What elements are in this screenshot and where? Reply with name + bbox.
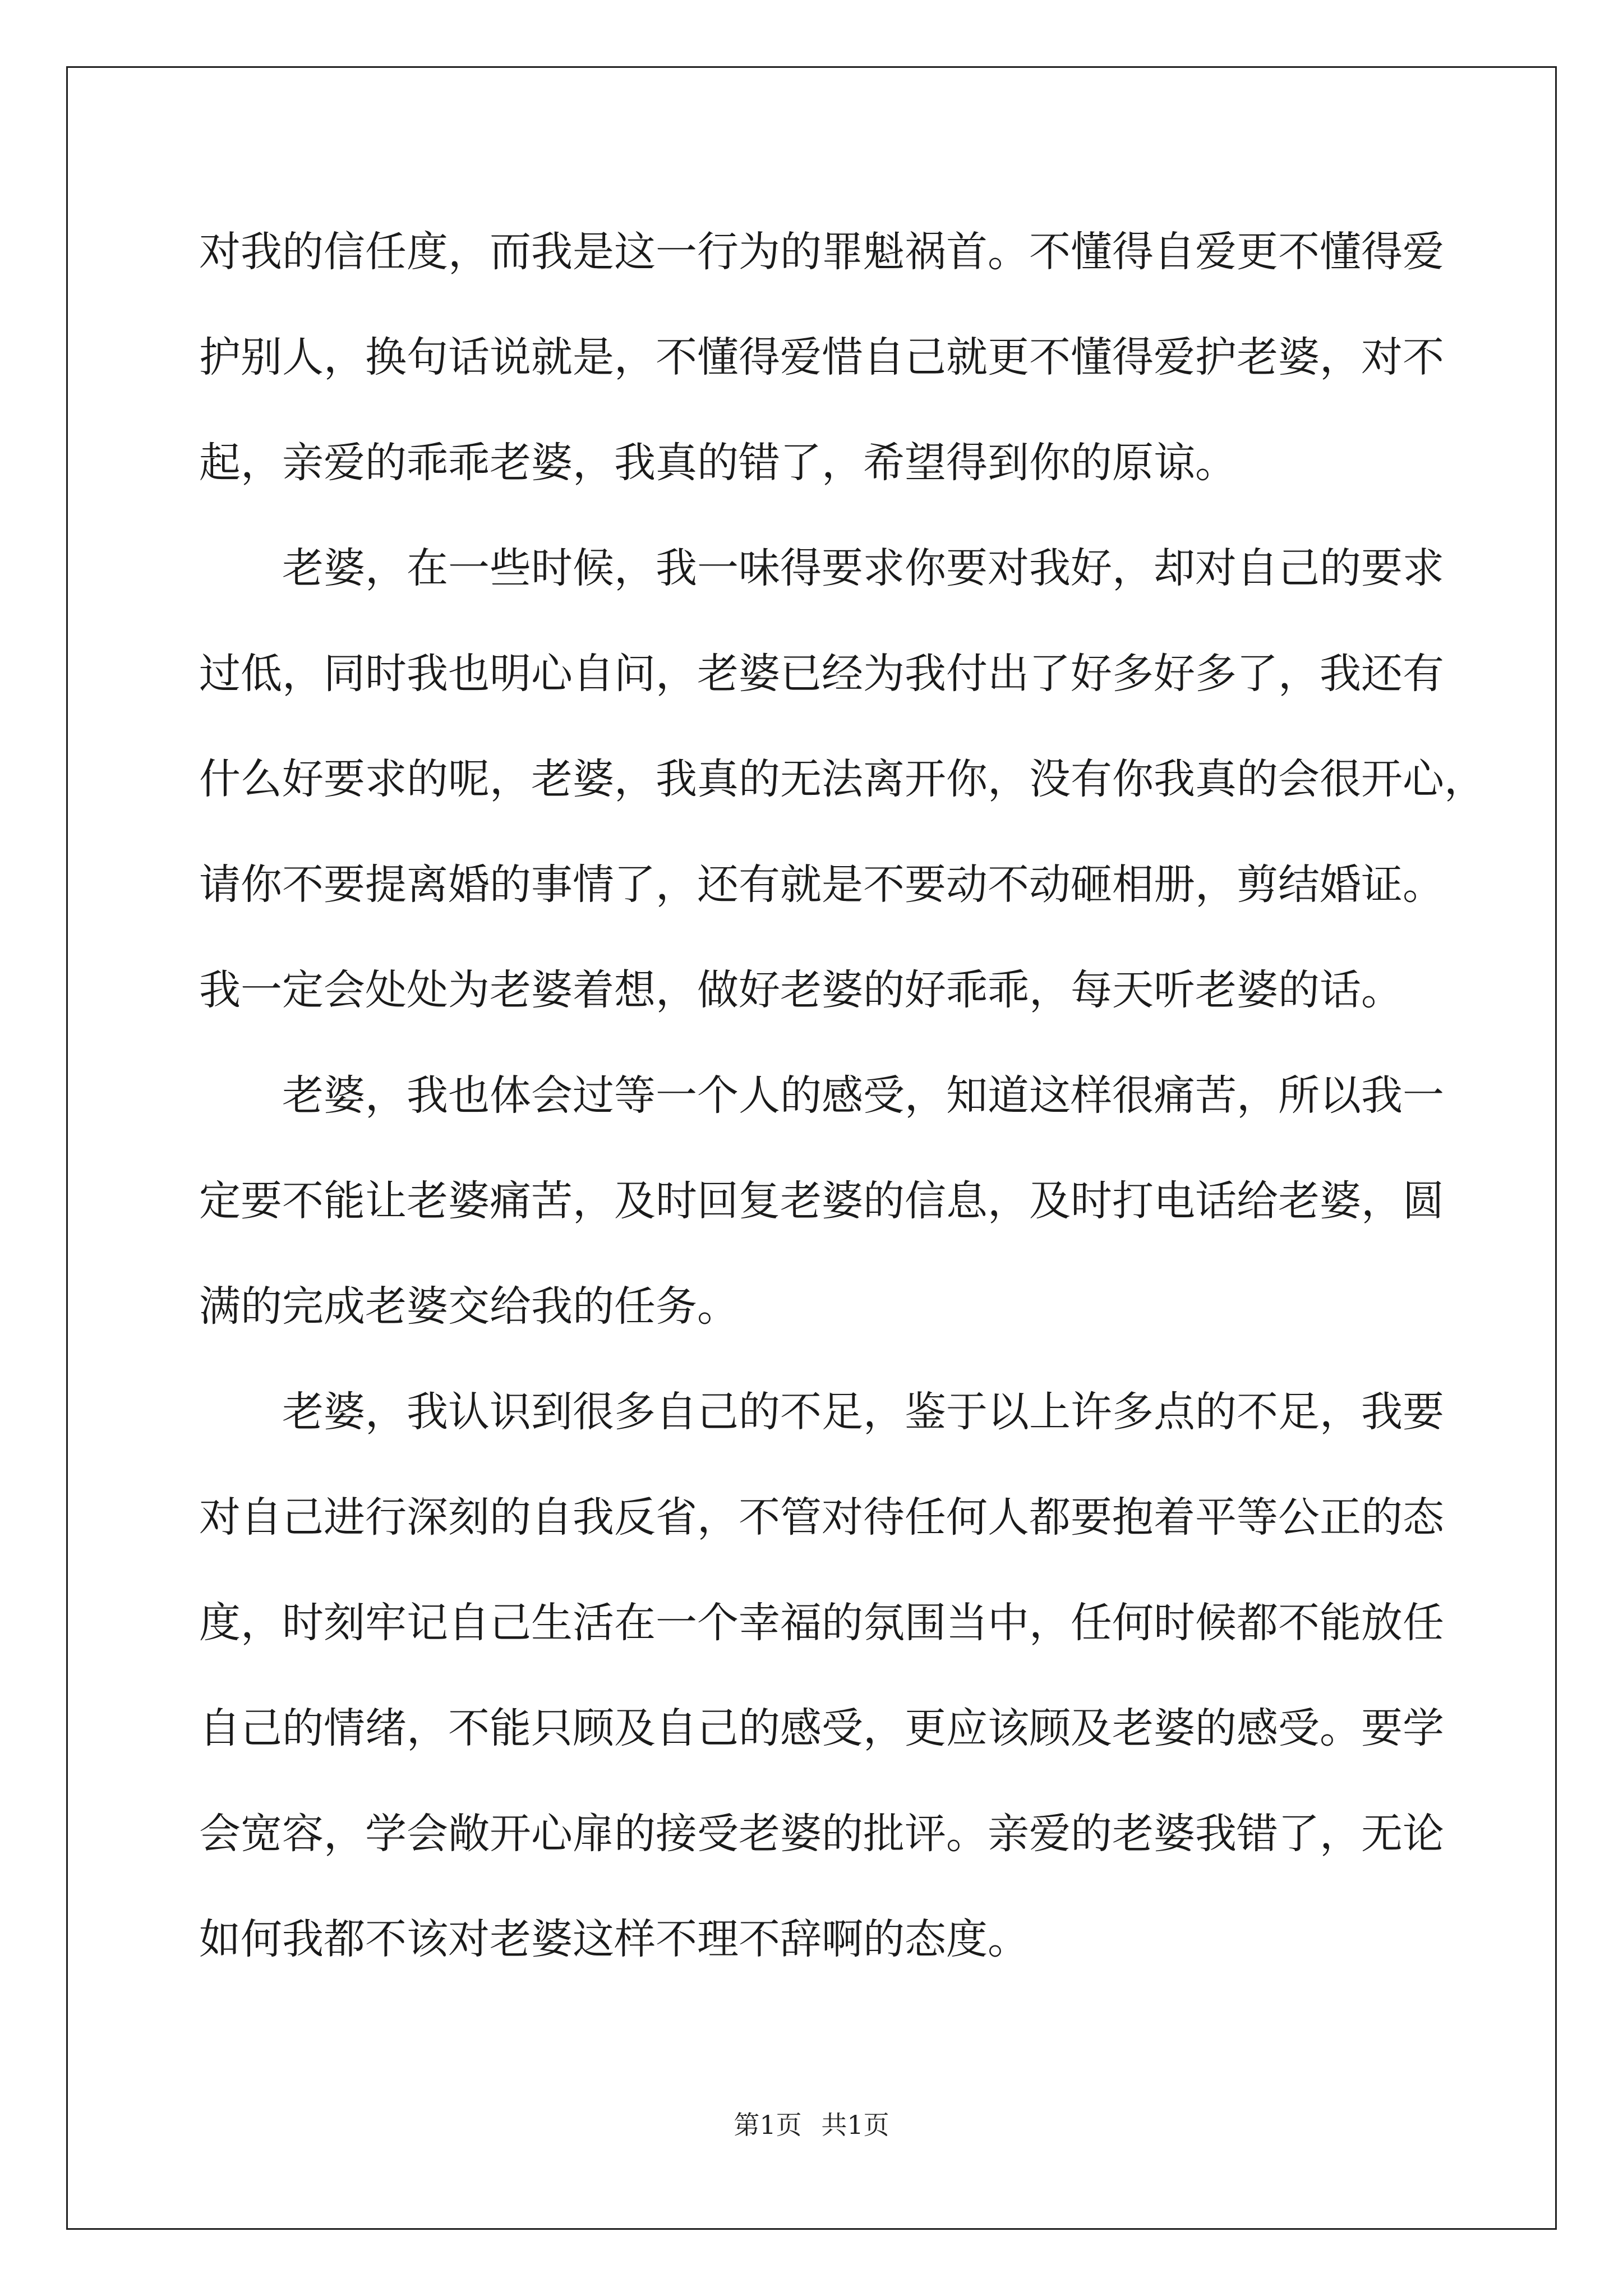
text-line: 我一定会处处为老婆着想，做好老婆的好乖乖，每天听老婆的话。 <box>199 966 1403 1014</box>
text-line: 会宽容，学会敞开心扉的接受老婆的批评。亲爱的老婆我错了，无论 <box>199 1810 1444 1858</box>
text-line: 请你不要提离婚的事情了，还有就是不要动不动砸相册，剪结婚证。 <box>199 861 1444 909</box>
text-line: 如何我都不该对老婆这样不理不辞啊的态度。 <box>199 1915 1029 1963</box>
text-line: 老婆，我认识到很多自己的不足，鉴于以上许多点的不足，我要 <box>282 1388 1444 1436</box>
paragraph-1 <box>199 199 1444 516</box>
text-line: 对自己进行深刻的自我反省，不管对待任何人都要抱着平等公正的态 <box>199 1493 1444 1542</box>
text-line: 定要不能让老婆痛苦，及时回复老婆的信息，及时打电话给老婆，圆 <box>199 1177 1444 1225</box>
text-line: 老婆，我也体会过等一个人的感受，知道这样很痛苦，所以我一 <box>282 1071 1444 1120</box>
text-line: 老婆，在一些时候，我一味得要求你要对我好，却对自己的要求 <box>282 544 1444 592</box>
text-line: 起，亲爱的乖乖老婆，我真的错了，希望得到你的原谅。 <box>199 439 1237 487</box>
text-line: 护别人，换句话说就是，不懂得爱惜自己就更不懂得爱护老婆，对不 <box>199 333 1444 381</box>
text-line: 什么好要求的呢，老婆，我真的无法离开你，没有你我真的会很开心， <box>199 755 1486 803</box>
paragraph-2 <box>199 516 1486 1043</box>
page-number-total: 共1页 <box>821 2110 889 2140</box>
text-line: 自己的情绪，不能只顾及自己的感受，更应该顾及老婆的感受。要学 <box>199 1704 1444 1752</box>
text-line: 对我的信任度，而我是这一行为的罪魁祸首。不懂得自爱更不懂得爱 <box>199 228 1444 276</box>
text-line: 度，时刻牢记自己生活在一个幸福的氛围当中，任何时候都不能放任 <box>199 1599 1444 1647</box>
page-footer <box>0 2105 1623 2142</box>
paragraph-4 <box>199 1359 1444 1992</box>
paragraph-3 <box>199 1043 1444 1359</box>
text-line: 过低，同时我也明心自问，老婆已经为我付出了好多好多了，我还有 <box>199 650 1444 698</box>
document-body <box>199 199 1486 1992</box>
page-number-current: 第1页 <box>734 2110 802 2140</box>
text-line: 满的完成老婆交给我的任务。 <box>199 1282 739 1331</box>
